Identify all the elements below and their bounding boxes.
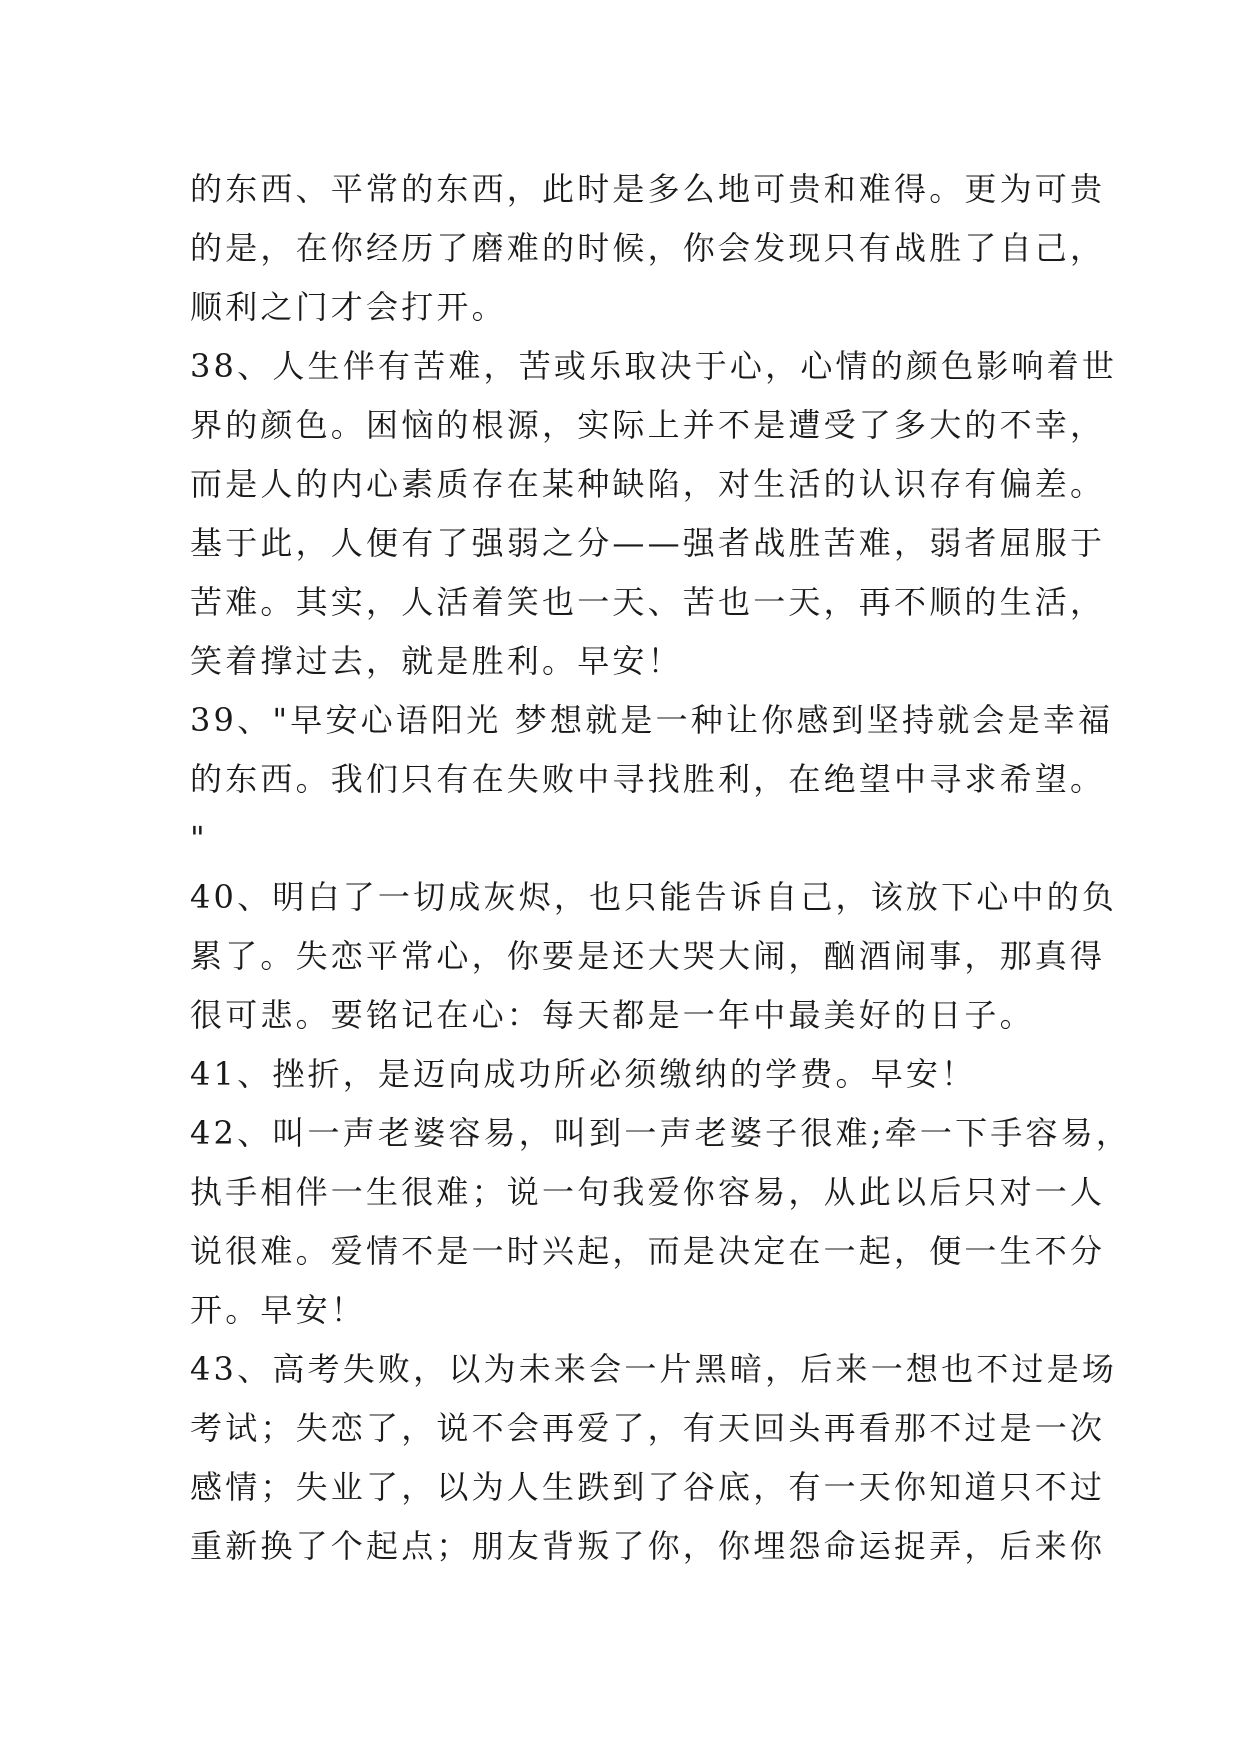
text-line: 开。早安！ — [190, 1291, 367, 1329]
text-line: 顺利之门才会打开。 — [190, 288, 507, 326]
text-line: 很可悲。要铭记在心：每天都是一年中最美好的日子。 — [190, 996, 1035, 1034]
text-line: 感情；失业了，以为人生跌到了谷底，有一天你知道只不过 — [190, 1468, 1106, 1506]
text-line: 累了。失恋平常心，你要是还大哭大闹，酗酒闹事，那真得 — [190, 937, 1106, 975]
text-line: 执手相伴一生很难；说一句我爱你容易，从此以后只对一人 — [190, 1173, 1106, 1211]
text-line: 考试；失恋了，说不会再爱了，有天回头再看那不过是一次 — [190, 1409, 1106, 1447]
text-line: 43、高考失败，以为未来会一片黑暗，后来一想也不过是场 — [190, 1350, 1118, 1388]
text-line: 的东西。我们只有在失败中寻找胜利，在绝望中寻求希望。 — [190, 760, 1106, 798]
text-line: 苦难。其实，人活着笑也一天、苦也一天，再不顺的生活， — [190, 583, 1106, 621]
text-line: 40、明白了一切成灰烬，也只能告诉自己，该放下心中的负 — [190, 878, 1118, 916]
text-line: 界的颜色。困恼的根源，实际上并不是遭受了多大的不幸， — [190, 406, 1106, 444]
text-line: 说很难。爱情不是一时兴起，而是决定在一起，便一生不分 — [190, 1232, 1106, 1270]
text-line: 39、"早安心语阳光 梦想就是一种让你感到坚持就会是幸福 — [190, 701, 1114, 739]
text-line: 42、叫一声老婆容易，叫到一声老婆子很难;牵一下手容易， — [190, 1114, 1132, 1152]
text-line: 41、挫折，是迈向成功所必须缴纳的学费。早安！ — [190, 1055, 977, 1093]
text-line: 笑着撑过去，就是胜利。早安！ — [190, 642, 683, 680]
text-line: 重新换了个起点；朋友背叛了你，你埋怨命运捉弄，后来你 — [190, 1527, 1106, 1565]
text-line: 的东西、平常的东西，此时是多么地可贵和难得。更为可贵 — [190, 170, 1106, 208]
body-text — [190, 160, 1132, 1576]
text-line: " — [190, 819, 208, 857]
text-line: 的是，在你经历了磨难的时候，你会发现只有战胜了自己， — [190, 229, 1106, 267]
text-line: 基于此，人便有了强弱之分——强者战胜苦难，弱者屈服于 — [190, 524, 1106, 562]
text-line: 38、人生伴有苦难，苦或乐取决于心，心情的颜色影响着世 — [190, 347, 1118, 385]
text-line: 而是人的内心素质存在某种缺陷，对生活的认识存有偏差。 — [190, 465, 1106, 503]
